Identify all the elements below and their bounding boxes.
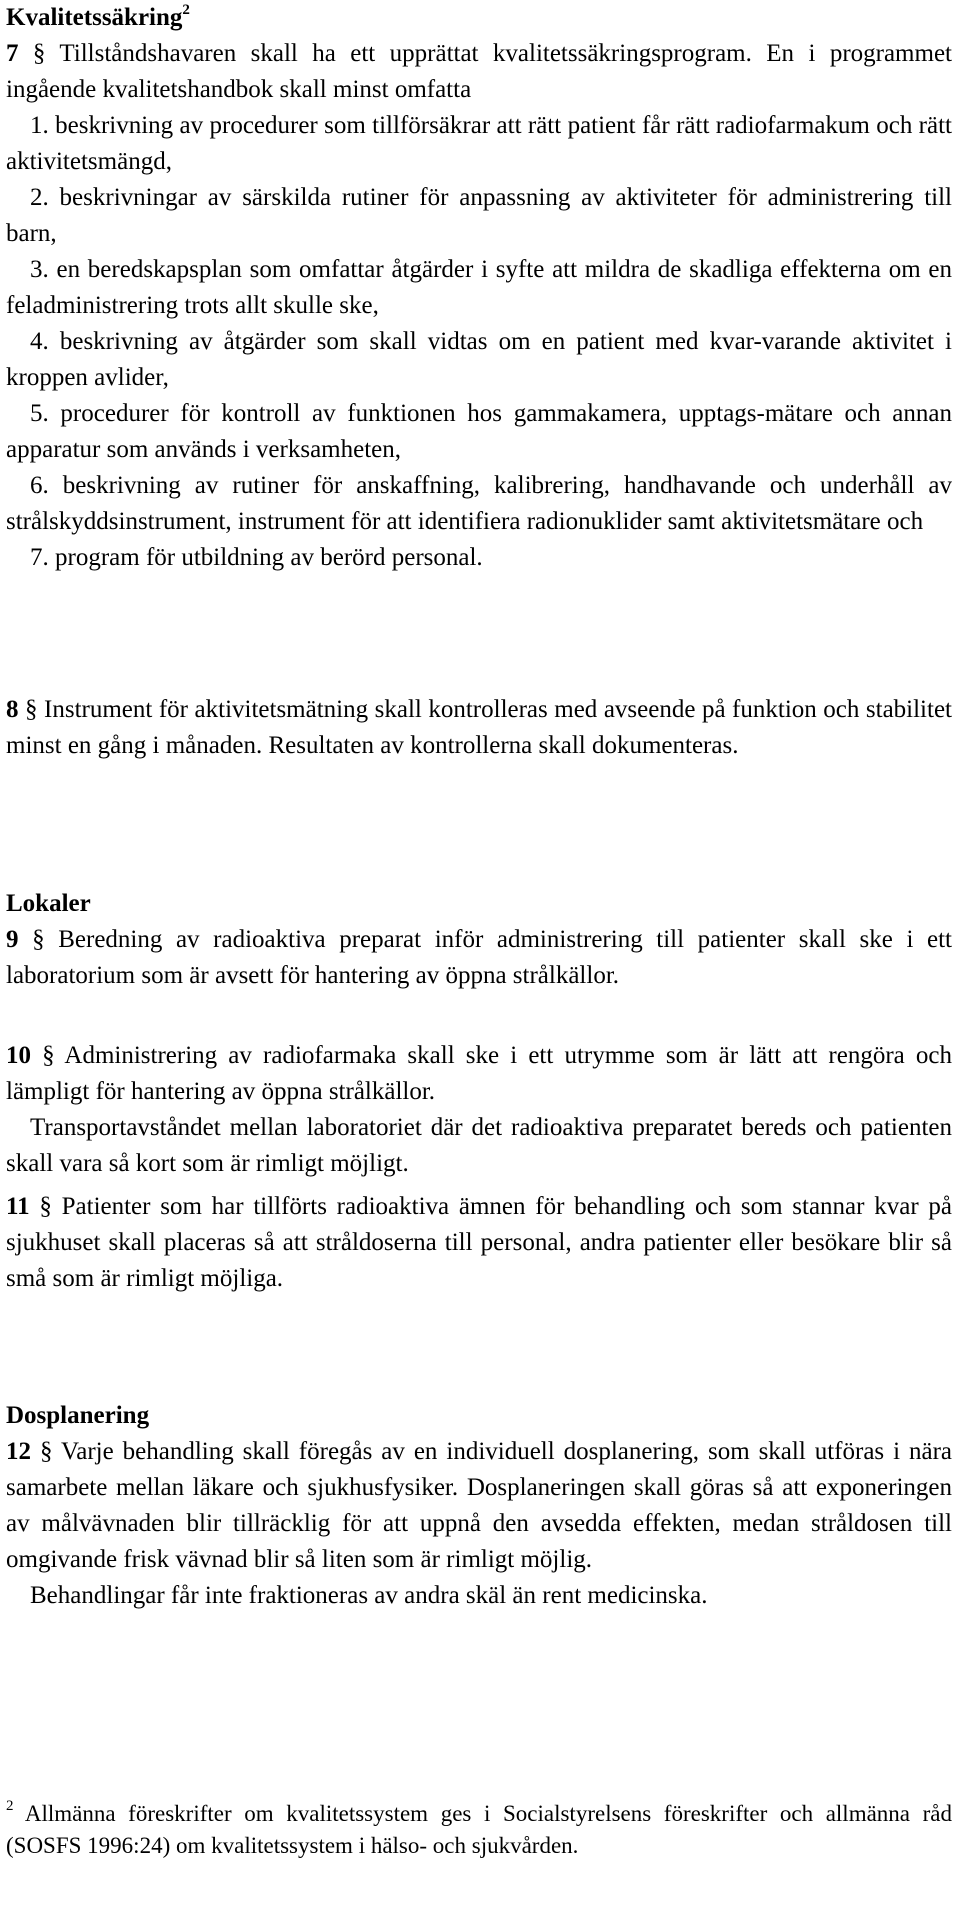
paragraph-number: 9	[6, 926, 19, 953]
paragraph-text: Varje behandling skall föregås av en individuell dosplanering, som skall utföras i nära samarbete mellan läkare och sjukhusfysiker. Dosplaneringen skall göras så att exponeringen av målvävnaden blir tillräcklig för att uppnå den avsedda effekten, medan stråldosen till omgivande frisk vävnad blir så liten som är rimligt möjlig.	[6, 1438, 952, 1573]
paragraph-9	[6, 922, 952, 994]
section-sign: §	[39, 1193, 52, 1220]
section-kvalitetssakring	[6, 0, 952, 576]
section-heading	[6, 0, 952, 36]
paragraph-number: 10	[6, 1042, 31, 1069]
list-item: 7. program för utbildning av berörd personal.	[30, 544, 483, 571]
footnote	[6, 1798, 952, 1862]
paragraph-text: Instrument för aktivitetsmätning skall kontrolleras med avseende på funktion och stabilitet minst en gång i månaden. Resultaten av kontrollerna skall dokumenteras.	[6, 696, 952, 759]
paragraph-10-continuation: Transportavståndet mellan laboratoriet där det radioaktiva preparatet bereds och patienten skall vara så kort som är rimligt möjligt.	[6, 1114, 952, 1177]
paragraph-11	[6, 1189, 952, 1297]
paragraph-number: 12	[6, 1438, 31, 1465]
paragraph-text: Tillståndshavaren skall ha ett upprättat kvalitetssäkringsprogram. En i programmet ingående kvalitetshandbok skall minst omfatta	[6, 40, 952, 103]
paragraph-8-block	[6, 692, 952, 764]
list-item: 2. beskrivningar av särskilda rutiner för anpassning av aktiviteter för administrering till barn,	[6, 184, 952, 247]
section-sign: §	[42, 1042, 55, 1069]
paragraph-12	[6, 1434, 952, 1578]
paragraph-8	[6, 692, 952, 764]
list-item: 5. procedurer för kontroll av funktionen hos gammakamera, upptags-mätare och annan apparatur som används i verksamheten,	[6, 400, 952, 463]
footnote-mark: 2	[6, 1798, 14, 1815]
section-sign: §	[39, 1438, 53, 1465]
footnote-text: Allmänna föreskrifter om kvalitetssystem ges i Socialstyrelsens föreskrifter och allmänna råd (SOSFS 1996:24) om kvalitetssystem i hälso- och sjukvården.	[6, 1801, 952, 1858]
section-dosplanering	[6, 1398, 952, 1614]
paragraph-10	[6, 1038, 952, 1110]
section-lokaler	[6, 886, 952, 994]
section-heading: Dosplanering	[6, 1402, 150, 1429]
paragraph-number: 11	[6, 1193, 30, 1220]
paragraph-10-block	[6, 1038, 952, 1182]
paragraph-11-block	[6, 1189, 952, 1297]
section-heading: Lokaler	[6, 890, 91, 917]
paragraph-text: Beredning av radioaktiva preparat inför administrering till patienter skall ske i ett laboratorium som är avsett för hantering av öppna strålkällor.	[6, 926, 953, 989]
list-item: 1. beskrivning av procedurer som tillförsäkrar att rätt patient får rätt radiofarmakum och rätt aktivitetsmängd,	[6, 112, 952, 175]
list-item: 3. en beredskapsplan som omfattar åtgärder i syfte att mildra de skadliga effekterna om en feladministrering trots allt skulle ske,	[6, 256, 952, 319]
list-item: 4. beskrivning av åtgärder som skall vidtas om en patient med kvar-varande aktivitet i kroppen avlider,	[6, 328, 952, 391]
paragraph-number: 8	[6, 696, 19, 723]
paragraph-7	[6, 36, 952, 108]
footnote-reference: 2	[182, 1, 190, 18]
list-item: 6. beskrivning av rutiner för anskaffning, kalibrering, handhavande och underhåll av strålskyddsinstrument, instrument för att identifiera radionuklider samt aktivitetsmätare och	[6, 472, 952, 535]
paragraph-text: Administrering av radiofarmaka skall ske i ett utrymme som är lätt att rengöra och lämpligt för hantering av öppna strålkällor.	[6, 1042, 952, 1105]
section-sign: §	[32, 40, 46, 67]
paragraph-text: Patienter som har tillförts radioaktiva ämnen för behandling och som stannar kvar på sjukhuset skall placeras så att stråldoserna till personal, andra patienter eller besökare blir så små som är rimligt möjliga.	[6, 1193, 952, 1292]
paragraph-12-continuation: Behandlingar får inte fraktioneras av andra skäl än rent medicinska.	[30, 1582, 708, 1609]
heading-text: Kvalitetssäkring	[6, 4, 183, 31]
paragraph-number: 7	[6, 40, 19, 67]
section-sign: §	[25, 696, 38, 723]
section-sign: §	[32, 926, 45, 953]
